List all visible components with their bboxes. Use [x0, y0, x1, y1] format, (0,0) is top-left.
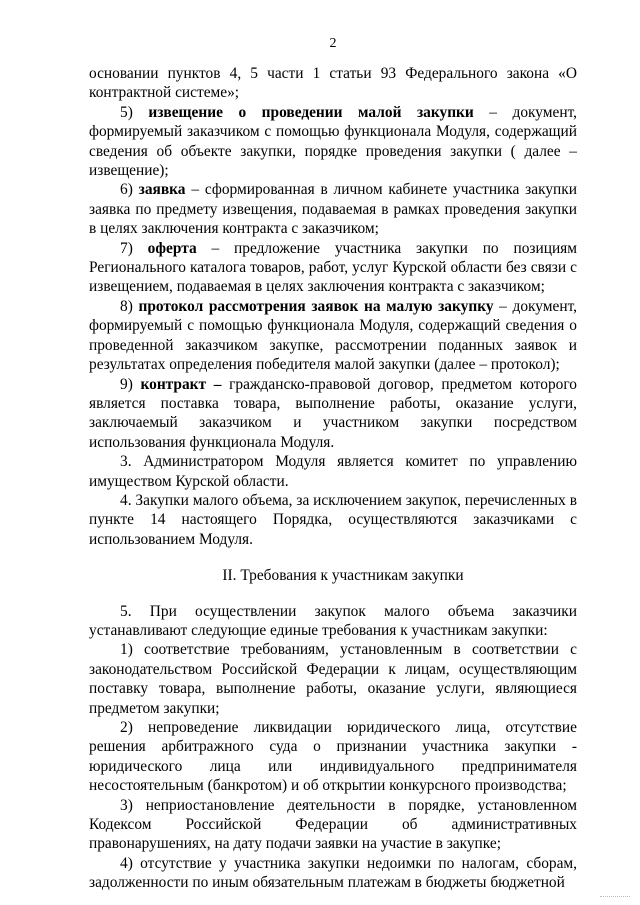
- defined-term: оферта: [147, 239, 197, 257]
- defined-term: контракт –: [140, 375, 222, 393]
- item-number: 9): [120, 375, 141, 393]
- requirement-item-1: 1) соответствие требованиям, установленным в соответствии с законодательством Российской Федерации к лицам, осуществляющим поставку товара, выполнение работы, оказание услуги, являющиеся предметом закупки;: [89, 641, 577, 717]
- item-number: 6): [120, 181, 139, 199]
- definition-item-5: [89, 103, 577, 181]
- definition-item-7: [89, 239, 577, 297]
- definition-text: – сформированная в личном кабинете участника закупки заявка по предмету извещения, подаваемая в рамках проведения закупки в целях заключения контракта с заказчиком;: [89, 181, 578, 238]
- requirement-item-4: 4) отсутствие у участника закупки недоимки по налогам, сборам, задолженности по иным обязательным платежам в бюджеты бюджетной: [89, 854, 577, 892]
- requirement-item-2: 2) непроведение ликвидации юридического лица, отсутствие решения арбитражного суда о признании участника закупки - юридического лица или индивидуального предпринимателя несостоятельным (банкротом) и об открытии конкурсного производства;: [89, 719, 577, 795]
- definition-item-8: [89, 297, 577, 375]
- paragraph-continuation: основании пунктов 4, 5 части 1 статьи 93 Федерального закона «О контрактной системе»;: [89, 65, 577, 102]
- scan-artifact: [600, 896, 630, 899]
- item-number: 7): [120, 239, 148, 257]
- item-number: 5): [120, 103, 149, 121]
- definition-item-6: [89, 180, 577, 238]
- paragraph-5-requirements: 5. При осуществлении закупок малого объема заказчики устанавливают следующие единые требования к участникам закупки:: [89, 602, 577, 639]
- definition-text: – документ, формируемый заказчиком с помощью функционала Модуля, содержащий сведения об объекте закупки, порядке проведения закупки ( далее – извещение);: [89, 103, 578, 180]
- defined-term: извещение о проведении малой закупки: [148, 103, 474, 121]
- paragraph-3: 3. Администратором Модуля является комитет по управлению имуществом Курской области.: [89, 453, 577, 490]
- definition-text: – предложение участника закупки по позициям Регионального каталога товаров, работ, услуг Курской области без связи с извещением, подаваемая в целях заключения контракта с заказчиком;: [89, 239, 578, 296]
- page-number: 2: [329, 36, 337, 51]
- definition-text: гражданско-правовой договор, предметом которого является поставка товара, выполнение работы, оказание услуги, заключаемый заказчиком и участником закупки посредством использования функционала Модуля.: [89, 375, 578, 451]
- defined-term: протокол рассмотрения заявок на малую закупку: [138, 297, 494, 315]
- definition-item-9: [89, 375, 577, 453]
- definition-text: – документ, формируемый с помощью функционала Модуля, содержащий сведения о проведенной заказчиком закупке, рассмотрении поданных заявок и результатах определения победителя малой закупки (далее – протокол);: [89, 297, 578, 374]
- document-page: [89, 36, 577, 893]
- paragraph-4: 4. Закупки малого объема, за исключением закупок, перечисленных в пункте 14 настоящего Порядка, осуществляются заказчиками с использованием Модуля.: [89, 491, 577, 548]
- requirement-item-3: 3) неприостановление деятельности в порядке, установленном Кодексом Российской Федерации об административных правонарушениях, на дату подачи заявки на участие в закупке;: [89, 796, 577, 853]
- defined-term: заявка: [138, 181, 186, 199]
- section-heading: II. Требования к участникам закупки: [222, 567, 464, 585]
- item-number: 8): [120, 297, 139, 315]
